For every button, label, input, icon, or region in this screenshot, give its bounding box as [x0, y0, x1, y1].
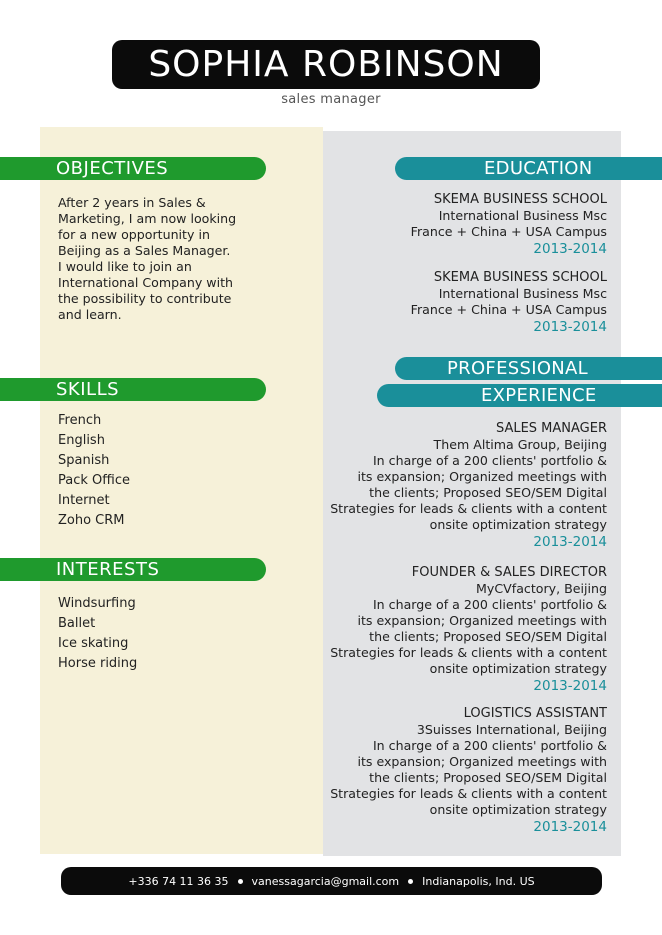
degree: International Business Msc — [438, 208, 607, 223]
description-line: onsite optimization strategy — [429, 661, 607, 676]
experience-entry — [330, 565, 607, 695]
experience-years: 2013-2014 — [533, 819, 607, 835]
objectives-heading: OBJECTIVES — [0, 157, 266, 180]
company: Them Altima Group, Beijing — [433, 437, 607, 452]
description-line: Strategies for leads & clients with a content — [330, 786, 607, 801]
job-role: LOGISTICS ASSISTANT — [463, 706, 607, 721]
description-line: onsite optimization strategy — [429, 802, 607, 817]
school-name: SKEMA BUSINESS SCHOOL — [433, 192, 607, 207]
skill-item: English — [58, 433, 105, 448]
objectives-line: for a new opportunity in — [58, 227, 210, 242]
interests-heading: INTERESTS — [0, 558, 266, 581]
experience-heading-line1: PROFESSIONAL — [395, 357, 662, 380]
skills-heading: SKILLS — [0, 378, 266, 401]
skill-item: Pack Office — [58, 473, 130, 488]
objectives-line: Marketing, I am now looking — [58, 211, 237, 226]
interest-item: Windsurfing — [58, 596, 136, 611]
description-line: In charge of a 200 clients' portfolio & — [372, 738, 607, 753]
skills-list — [58, 411, 130, 531]
education-entry — [411, 192, 607, 258]
description-line: In charge of a 200 clients' portfolio & — [372, 597, 607, 612]
email-address: vanessagarcia@gmail.com — [251, 874, 400, 888]
objectives-line: International Company with — [58, 275, 234, 290]
description-line: the clients; Proposed SEO/SEM Digital — [369, 629, 607, 644]
candidate-name: SOPHIA ROBINSON — [148, 44, 504, 85]
description-line: its expansion; Organized meetings with — [357, 469, 607, 484]
description-line: its expansion; Organized meetings with — [357, 613, 607, 628]
experience-heading-line2: EXPERIENCE — [377, 384, 662, 407]
company: 3Suisses International, Beijing — [416, 722, 607, 737]
company: MyCVfactory, Beijing — [476, 581, 607, 596]
description-line: the clients; Proposed SEO/SEM Digital — [369, 485, 607, 500]
description-line: Strategies for leads & clients with a content — [330, 645, 607, 660]
description-line: its expansion; Organized meetings with — [357, 754, 607, 769]
description-line: the clients; Proposed SEO/SEM Digital — [369, 770, 607, 785]
experience-entry — [330, 706, 607, 836]
objectives-line: and learn. — [58, 307, 122, 322]
description-line: In charge of a 200 clients' portfolio & — [372, 453, 607, 468]
experience-years: 2013-2014 — [533, 534, 607, 550]
objectives-text — [58, 195, 258, 323]
job-role: FOUNDER & SALES DIRECTOR — [411, 565, 607, 580]
education-entry — [411, 270, 607, 336]
objectives-line: After 2 years in Sales & — [58, 195, 206, 210]
campus: France + China + USA Campus — [410, 224, 607, 239]
location: Indianapolis, Ind. US — [422, 874, 535, 888]
experience-years: 2013-2014 — [533, 678, 607, 694]
description-line: Strategies for leads & clients with a content — [330, 501, 607, 516]
job-role: SALES MANAGER — [495, 421, 607, 436]
interest-item: Ballet — [58, 616, 96, 631]
separator-dot — [238, 879, 243, 884]
job-title: sales manager — [281, 92, 381, 107]
description-line: onsite optimization strategy — [429, 517, 607, 532]
objectives-line: Beijing as a Sales Manager. — [58, 243, 231, 258]
skill-item: French — [58, 413, 102, 428]
degree: International Business Msc — [438, 286, 607, 301]
objectives-line: I would like to join an — [58, 259, 192, 274]
phone-number: +336 74 11 36 35 — [128, 874, 229, 888]
education-heading: EDUCATION — [395, 157, 662, 180]
education-years: 2013-2014 — [533, 241, 607, 257]
interest-item: Horse riding — [58, 656, 138, 671]
separator-dot — [408, 879, 413, 884]
objectives-line: the possibility to contribute — [58, 291, 232, 306]
skill-item: Internet — [58, 493, 110, 508]
skill-item: Spanish — [58, 453, 110, 468]
name-banner — [112, 40, 540, 89]
school-name: SKEMA BUSINESS SCHOOL — [433, 270, 607, 285]
campus: France + China + USA Campus — [410, 302, 607, 317]
interest-item: Ice skating — [58, 636, 129, 651]
experience-entry — [330, 421, 607, 551]
contact-footer — [61, 867, 602, 895]
education-years: 2013-2014 — [533, 319, 607, 335]
interests-list — [58, 594, 137, 674]
skill-item: Zoho CRM — [58, 513, 125, 528]
